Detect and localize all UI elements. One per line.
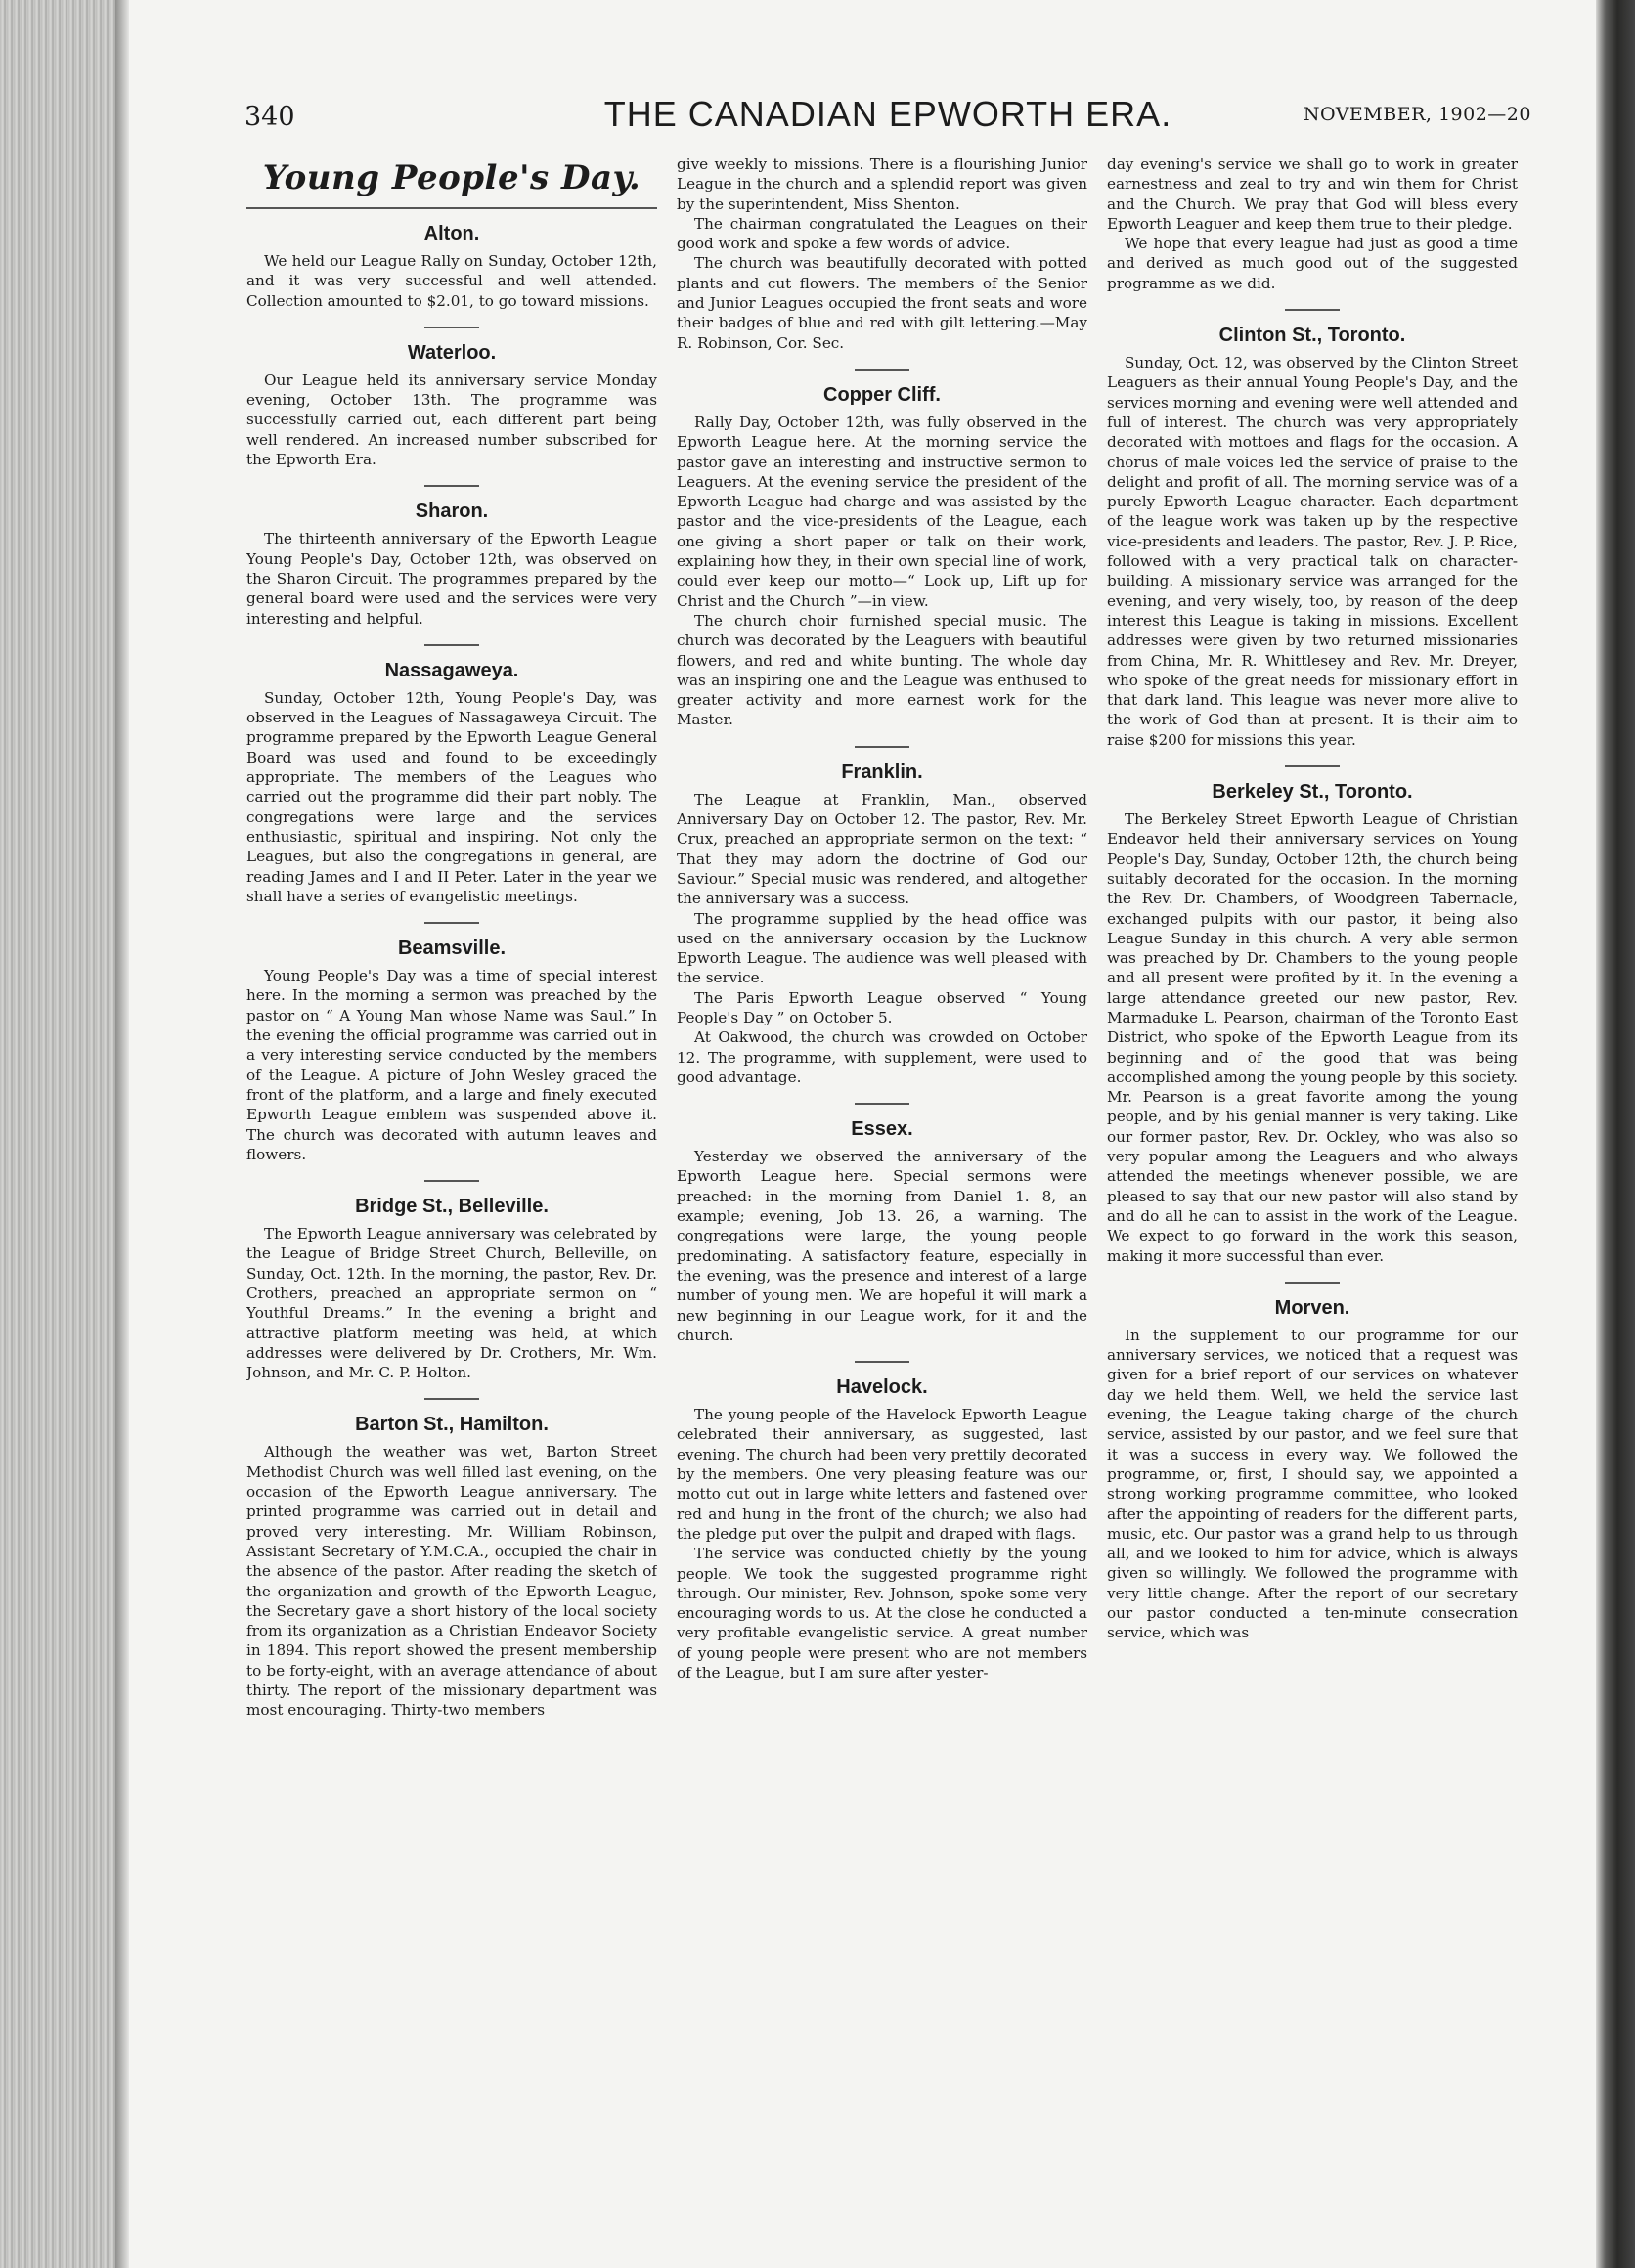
article-divider — [1285, 765, 1340, 767]
column-1 — [246, 154, 657, 2256]
page-number: 340 — [244, 102, 295, 132]
article — [246, 342, 657, 469]
issue-date: NOVEMBER, 1902—20 — [1303, 104, 1531, 125]
article-divider — [855, 1361, 909, 1363]
article-title: Essex. — [851, 1118, 913, 1141]
article-title: Havelock. — [836, 1376, 928, 1399]
article — [677, 1118, 1087, 1345]
article-divider — [1285, 1282, 1340, 1284]
article — [677, 384, 1087, 730]
book-edge-left — [0, 0, 129, 2268]
article-paragraph: The young people of the Havelock Epworth League celebrated their anniversary, as suggested, last evening. The church had been very prettily decorated by the members. One very pleasing feature was our motto cut out in large white letters and fastened over red and hung in the front of the church; we also had the pledge put over the pulpit and draped with flags. — [677, 1406, 1087, 1543]
article-title: Beamsville. — [397, 938, 507, 960]
article-paragraph: Young People's Day was a time of special interest here. In the morning a sermon was preached by the pastor on “ A Young Man whose Name was Saul.” In the evening the official programme was carried out in a very interesting service conducted by the members of the League. A picture of John Wesley graced the front of the platform, and a large and finely executed Epworth League emblem was suspended above it. The church was decorated with autumn leaves and flowers. — [246, 967, 657, 1163]
article-paragraph: day evening's service we shall go to work in greater earnestness and zeal to try and win them for Christ and the Church. We pray that God will bless every Epworth Leaguer and keep them true to their pledge. — [1107, 155, 1518, 233]
article-divider — [855, 746, 909, 748]
article — [246, 1196, 657, 1382]
article-paragraph: The League at Franklin, Man., observed Anniversary Day on October 12. The pastor, Rev. Mr. Crux, preached an appropriate sermon on the text: “ That they may adorn the doctrine of God our Saviour.” Special music was rendered, and altogether the anniversary was a success. — [677, 790, 1087, 908]
article-paragraph: The service was conducted chiefly by the young people. We took the suggested programme right through. Our minister, Rev. Johnson, spoke some very encouraging words to us. At the close he conducted a very profitable evangelistic service. A great number of young people were present who are not members of the League, but I am sure after yester- — [677, 1545, 1087, 1681]
book-edge-right — [1596, 0, 1635, 2268]
article-title: Barton St., Hamilton. — [355, 1414, 549, 1436]
running-head — [244, 94, 1531, 143]
article-paragraph: Sunday, October 12th, Young People's Day, was observed in the Leagues of Nassagaweya Circuit. The programme prepared by the Epworth League General Board was used and found to be exceedingly appropriate. The members of the Leagues who carried out the programme did their part nobly. The congregations were large and the services enthusiastic, spiritual and inspiring. Not only the Leagues, but also the congregations in general, are reading James and I and II Peter. Later in the year we shall have a series of evangelistic meetings. — [246, 688, 657, 905]
article-paragraph: At Oakwood, the church was crowded on October 12. The programme, with supplement, were used to good advantage. — [677, 1028, 1087, 1086]
article-paragraph: Yesterday we observed the anniversary of the Epworth League here. Special sermons were preached: in the morning from Daniel 1. 8, an example; evening, Job 13. 26, a warning. The congregations were large, the young people predominating. A satisfactory feature, especially in the evening, was the presence and interest of a large number of young men. We are hopeful it will mark a new beginning in our League work, for it and the church. — [677, 1148, 1087, 1344]
article-paragraph: The Epworth League anniversary was celebrated by the League of Bridge Street Church, Belleville, on Sunday, Oct. 12th. In the morning, the pastor, Rev. Dr. Crothers, preached an appropriate sermon on “ Youthful Dreams.” In the evening a bright and attractive platform meeting was held, at which addresses were delivered by Dr. Crothers, Mr. Wm. Johnson, and Mr. C. P. Holton. — [246, 1225, 657, 1382]
article — [246, 501, 657, 628]
article — [1107, 781, 1518, 1266]
article-title: Bridge St., Belleville. — [355, 1196, 549, 1218]
article-paragraph: The thirteenth anniversary of the Epworth League Young People's Day, October 12th, was observed on the Sharon Circuit. The programmes prepared by the general board were used and the services were very interesting and helpful. — [246, 530, 657, 628]
article-divider — [1285, 309, 1340, 311]
article-paragraph: The programme supplied by the head office was used on the anniversary occasion by the Lucknow Epworth League. The audience was well pleased with the service. — [677, 909, 1087, 987]
article-columns — [246, 154, 1537, 2256]
article-title: Berkeley St., Toronto. — [1212, 781, 1413, 804]
article-paragraph: give weekly to missions. There is a flourishing Junior League in the church and a splendid report was given by the superintendent, Miss Shenton. — [677, 155, 1087, 213]
article-paragraph: In the supplement to our programme for our anniversary services, we noticed that a request was given for a brief report of our services on whatever day we held them. Well, we held the service last evening, the League taking charge of the church service, assisted by our pastor, and we feel sure that it was a success in every way. We followed the programme, or, first, I should say, we appointed a strong working programme committee, who looked after the appointing of readers for the different parts, music, etc. Our pastor was a grand help to us through all, and we looked to him for advice, which is always given so willingly. We followed the programme with very little change. After the report of our secretary our pastor conducted a ten-minute consecration service, which was — [1107, 1326, 1518, 1642]
journal-title: THE CANADIAN EPWORTH ERA. — [603, 94, 1172, 134]
article-paragraph: Although the weather was wet, Barton Street Methodist Church was well filled last evening, on the occasion of the Epworth League anniversary. The printed programme was carried out in detail and proved very interesting. Mr. William Robinson, Assistant Secretary of Y.M.C.A., occupied the chair in the absence of the pastor. After reading the sketch of the organization and growth of the Epworth League, the Secretary gave a short history of the local society from its organization as a Christian Endeavor Society in 1894. This report showed the present membership to be forty-eight, with an average attendance of about thirty. The report of the missionary department was most encouraging. Thirty-two members — [246, 1443, 657, 1720]
article-divider — [855, 369, 909, 371]
article-paragraph: Sunday, Oct. 12, was observed by the Clinton Street Leaguers as their annual Young People's Day, and the services morning and evening were well attended and full of interest. The church was very appropriately decorated with mottoes and flags for the occasion. A chorus of male voices led the service of praise to the delight and profit of all. The morning service was of a purely Epworth League character. Each department of the league work was taken up by the respective vice-presidents and leaders. The pastor, Rev. J. P. Rice, followed with a very practical talk on character-building. A missionary service was arranged for the evening, and very wisely, too, by reason of the deep interest this League is taking in missions. Excellent addresses were given by two returned missionaries from China, Mr. R. Whittlesey and Rev. Mr. Dreyer, who spoke of the great needs for missionary effort in that dark land. This league was never more alive to the work of God than at present. It is their aim to raise $200 for missions this year. — [1107, 354, 1518, 749]
article — [677, 154, 1087, 353]
article-paragraph: We hope that every league had just as good a time and derived as much good out of the suggested programme as we did. — [1107, 235, 1518, 292]
article-divider — [424, 485, 479, 487]
section-title: Young People's Day. — [246, 158, 657, 209]
article — [1107, 325, 1518, 750]
article-paragraph: Our League held its anniversary service Monday evening, October 13th. The programme was successfully carried out, each different part being well rendered. An increased number subscribed for the Epworth Era. — [246, 371, 657, 469]
page — [129, 0, 1596, 2268]
column-2 — [677, 154, 1087, 2256]
article-title: Alton. — [423, 223, 480, 244]
article-paragraph: The church was beautifully decorated with potted plants and cut flowers. The members of the Senior and Junior Leagues occupied the front seats and wore their badges of blue and red with gilt lettering.—May R. Robinson, Cor. Sec. — [677, 254, 1087, 352]
article-paragraph: We held our League Rally on Sunday, October 12th, and it was very successful and well attended. Collection amounted to $2.01, to go toward missions. — [246, 252, 657, 310]
article — [1107, 1297, 1518, 1643]
article — [246, 223, 657, 311]
article — [246, 938, 657, 1164]
article-paragraph: The church choir furnished special music. The church was decorated by the Leaguers with beautiful flowers, and red and white bunting. The whole day was an inspiring one and the League was enthused to greater activity and more earnest work for the Master. — [677, 611, 1087, 729]
article-title: Waterloo. — [407, 341, 497, 364]
article-paragraph: Rally Day, October 12th, was fully observed in the Epworth League here. At the morning service the pastor gave an interesting and instructive sermon to Leaguers. At the evening service the president of the Epworth League had charge and was assisted by the pastor and the vice-presidents of the League, each one giving a short paper or talk on their work, explaining how they, in their own special line of work, could ever keep our motto—“ Look up, Lift up for Christ and the Church ”—in view. — [677, 413, 1087, 610]
article-divider — [424, 1180, 479, 1182]
article — [246, 1414, 657, 1720]
article-title: Morven. — [1274, 1296, 1350, 1319]
article-divider — [855, 1103, 909, 1105]
article-divider — [424, 327, 479, 328]
article — [677, 762, 1087, 1087]
article — [246, 660, 657, 906]
article-divider — [424, 644, 479, 646]
article — [1107, 154, 1518, 293]
article — [677, 1376, 1087, 1682]
article-divider — [424, 922, 479, 924]
article-title: Nassagaweya. — [384, 659, 519, 681]
article-title: Clinton St., Toronto. — [1218, 325, 1406, 347]
article-paragraph: The Paris Epworth League observed “ Young People's Day ” on October 5. — [677, 988, 1087, 1026]
article-title: Copper Cliff. — [823, 383, 941, 406]
column-3 — [1107, 154, 1518, 2256]
article-title: Franklin. — [841, 761, 923, 783]
article-paragraph: The chairman congratulated the Leagues on their good work and spoke a few words of advice. — [677, 214, 1087, 253]
article-divider — [424, 1398, 479, 1400]
article-title: Sharon. — [415, 501, 489, 523]
article-paragraph: The Berkeley Street Epworth League of Christian Endeavor held their anniversary services on Young People's Day, Sunday, October 12th, the church being suitably decorated for the occasion. In the morning the Rev. Dr. Chambers, of Woodgreen Tabernacle, exchanged pulpits with our pastor, it being also League Sunday in this church. A very able sermon was preached by Dr. Chambers to the young people and all present were profited by it. In the evening a large attendance greeted our new pastor, Rev. Marmaduke L. Pearson, chairman of the Toronto East District, who spoke of the Epworth League from its beginning and of the good that was being accomplished among the young people by this society. Mr. Pearson is a great favorite among the young people, and by his genial manner is very taking. Like our former pastor, Rev. Dr. Ockley, who was also so very popular among the Leaguers and who always attended the meetings whenever possible, we are pleased to say that our new pastor will also stand by and do all he can to assist in the work of the League. We expect to go forward in the work this season, making it more successful than ever. — [1107, 810, 1518, 1265]
